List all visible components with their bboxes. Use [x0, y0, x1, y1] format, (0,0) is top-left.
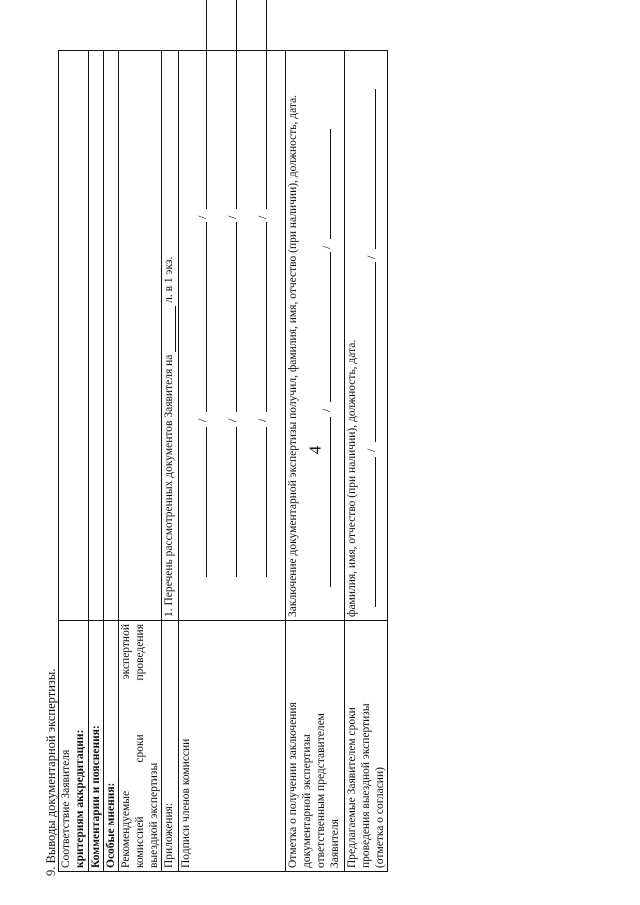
signature-line[interactable]: / /	[179, 54, 209, 617]
special-opinions-value[interactable]	[104, 51, 119, 621]
proposed-dates-label: Предлагаемые Заявителем сроки проведения выездной экспертизы (отметка о согласии)	[345, 621, 388, 872]
comments-label: Комментарии и пояснения:	[89, 621, 104, 872]
page-number: 4	[305, 445, 325, 455]
table-row-proposed-dates	[345, 51, 388, 872]
signature-line[interactable]: / /	[209, 54, 239, 617]
receipt-signature-line[interactable]: / /	[300, 54, 334, 617]
receipt-text: Заключение документарной экспертизы получил, фамилия, имя, отчество (при наличии), должность, дата.	[287, 94, 300, 617]
recommended-dates-value[interactable]	[119, 51, 162, 621]
signature-line[interactable]: / /	[239, 54, 269, 617]
table-row-attachments	[162, 51, 179, 872]
proposed-signature-line[interactable]: / /	[359, 54, 379, 617]
attachments-value	[162, 51, 179, 621]
attachments-item: 1. Перечень рассмотренных документов Заявителя на л. в 1 экз.	[163, 256, 176, 617]
signatures-label: Подписи членов комиссии	[179, 621, 286, 872]
table-row-receipt	[286, 51, 345, 872]
table-row-signatures	[179, 51, 286, 872]
compliance-label: Соответствие Заявителя критериям аккредитации:	[59, 621, 89, 872]
section-title: 9. Выводы документарной экспертизы.	[44, 668, 58, 876]
receipt-value	[286, 51, 345, 621]
receipt-label: Отметка о получении заключения документарной экспертизы ответственным представителем Заявителя	[286, 621, 345, 872]
conclusions-table	[58, 50, 388, 872]
attachments-label: Приложения:	[162, 621, 179, 872]
comments-value[interactable]	[89, 51, 104, 621]
table-row-special-opinions	[104, 51, 119, 872]
signatures-value	[179, 51, 286, 621]
compliance-value[interactable]	[59, 51, 89, 621]
proposed-dates-value	[345, 51, 388, 621]
table-row-compliance	[59, 51, 89, 872]
proposed-text: фамилия, имя, отчество (при наличии), должность, дата.	[346, 339, 359, 617]
sheet-count-blank[interactable]	[164, 306, 176, 352]
table-row-recommended-dates	[119, 51, 162, 872]
table-row-comments	[89, 51, 104, 872]
special-opinions-label: Особые мнения:	[104, 621, 119, 872]
recommended-dates-label: Рекомендуемые экспертной комиссией сроки проведения выездной экспертизы	[119, 621, 162, 872]
